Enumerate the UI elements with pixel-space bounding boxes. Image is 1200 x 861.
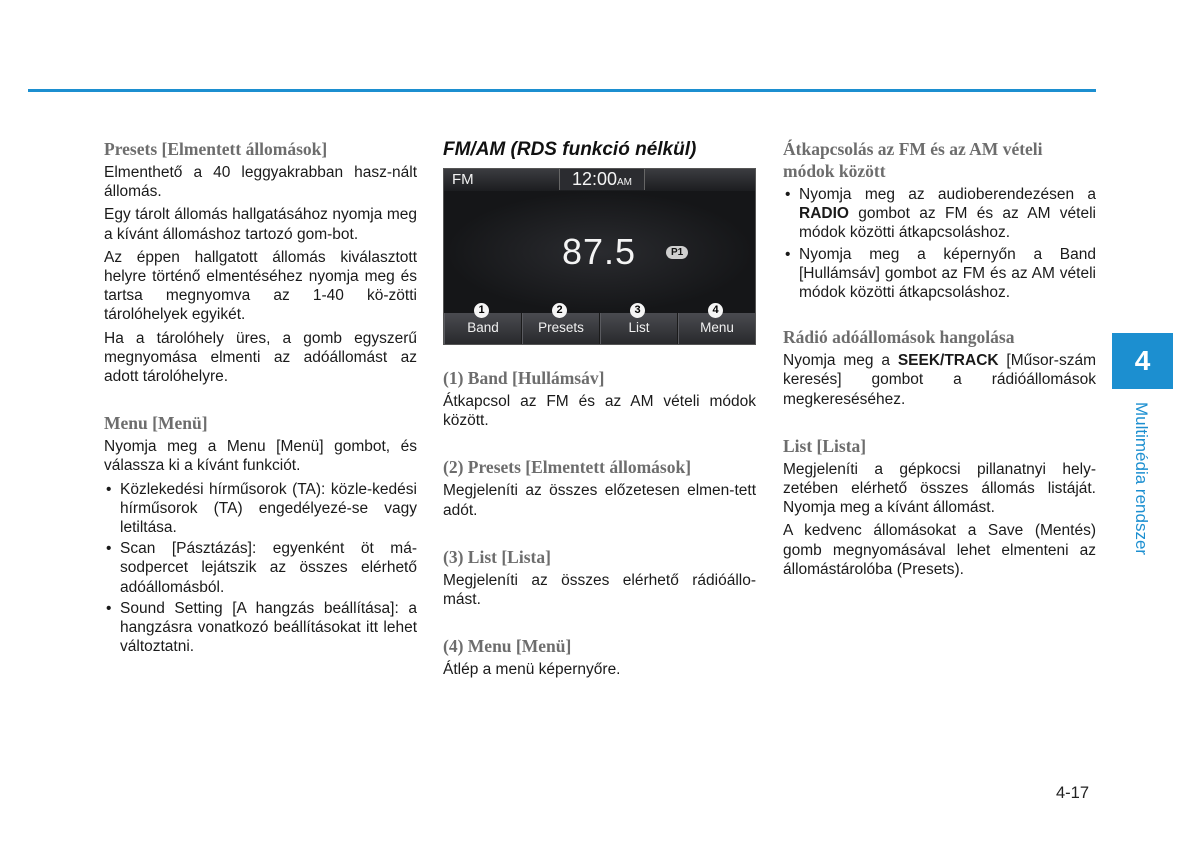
- chapter-label: Multimédia rendszer: [1132, 402, 1151, 556]
- top-rule: [28, 89, 1096, 92]
- list-item: • Sound Setting [A hangzás beállítása]: a hangzásra vonatkozó beállításokat itt lehet változtatni.: [104, 599, 417, 657]
- list-heading-2: List [Lista]: [783, 435, 867, 456]
- tuning-paragraph: Nyomja meg a SEEK/TRACK [Műsor-szám keresés] gombot a rádióállomások megkereséséhez.: [783, 352, 1096, 408]
- screen-status-bar: [444, 169, 755, 191]
- screen-presets-button: Presets: [522, 313, 600, 345]
- tuning-heading: Rádió adóállomások hangolása: [783, 327, 1015, 348]
- column-middle: [443, 138, 756, 683]
- list-item: • Nyomja meg az audioberendezésen a RADIO gombot az FM és az AM vételi módok közötti átkapcsoláshoz.: [783, 185, 1096, 243]
- menu-list: [104, 480, 417, 657]
- screen-list-button: List: [600, 313, 678, 345]
- list-paragraph-2: A kedvenc állomásokat a Save (Mentés) gomb megnyomásával lehet elmenteni az állomástárolóba (Presets).: [783, 522, 1096, 578]
- callout-marker-1: 1: [474, 303, 489, 318]
- column-left: [104, 138, 417, 658]
- screen-frequency: 87.5: [562, 231, 637, 272]
- callout-marker-2: 2: [552, 303, 567, 318]
- column-right: [783, 138, 1096, 583]
- list-paragraph-1: Megjeleníti a gépkocsi pillanatnyi hely-zetében elérhető összes állomás listáját. Nyomja meg a kívánt állomást.: [783, 460, 1096, 517]
- chapter-tab: 4: [1112, 333, 1173, 389]
- screen-menu-button: Menu: [678, 313, 755, 345]
- switch-list: [783, 185, 1096, 302]
- list-paragraph: Megjeleníti az összes elérhető rádióállo-mást.: [443, 571, 756, 609]
- band-paragraph: Átkapcsol az FM és az AM vételi módok között.: [443, 393, 756, 430]
- presets-paragraph: Megjeleníti az összes előzetesen elmen-tett adót.: [443, 482, 756, 519]
- presets-heading-2: (2) Presets [Elmentett állomások]: [443, 457, 692, 478]
- list-item: • Nyomja meg a képernyőn a Band [Hullámsáv] gombot az FM és az AM vételi módok közötti átkapcsoláshoz.: [783, 245, 1096, 303]
- page-number: 4-17: [1056, 784, 1090, 802]
- list-heading: (3) List [Lista]: [443, 546, 551, 567]
- menu-paragraph: Nyomja meg a Menu [Menü] gombot, és válassza ki a kívánt funkciót.: [104, 438, 417, 475]
- menu-heading: Menu [Menü]: [104, 413, 208, 434]
- presets-paragraph-1: Elmenthető a 40 leggyakrabban hasz-nált állomás.: [104, 164, 417, 201]
- switch-heading: Átkapcsolás az FM és az AM vételi módok között: [783, 139, 1043, 181]
- screen-clock: 12:00AM: [559, 169, 645, 190]
- presets-paragraph-2: Egy tárolt állomás hallgatásához nyomja meg a kívánt állomáshoz tartozó gom-bot.: [104, 206, 417, 243]
- presets-paragraph-4: Ha a tárolóhely üres, a gomb egyszerű megnyomása elmenti az adóállomást az adott tárolóhelyre.: [104, 329, 417, 386]
- radio-screen-image: [443, 168, 756, 345]
- band-heading: (1) Band [Hullámsáv]: [443, 368, 605, 388]
- screen-band-button: Band: [444, 313, 522, 345]
- list-item: • Közlekedési hírműsorok (TA): közle-kedési hírműsorok (TA) engedélyezé-se vagy letiltása.: [104, 480, 417, 538]
- menu-paragraph-2: Átlép a menü képernyőre.: [443, 661, 621, 679]
- screen-band-label: FM: [452, 171, 474, 188]
- screen-button-bar: [444, 313, 755, 345]
- preset-badge: P1: [666, 246, 688, 259]
- fm-am-heading: FM/AM (RDS funkció nélkül): [443, 139, 697, 160]
- menu-heading-2: (4) Menu [Menü]: [443, 636, 572, 657]
- presets-paragraph-3: Az éppen hallgatott állomás kiválasztott helyre történő elmentéséhez nyomja meg és tartsa megnyomva az 1-40 kö-zötti tárolóhelyek egyikét.: [104, 248, 417, 324]
- callout-marker-3: 3: [630, 303, 645, 318]
- list-item: • Scan [Pásztázás]: egyenként öt má-sodpercet lejátszik az összes elérhető adóállomásból.: [104, 539, 417, 597]
- presets-heading: Presets [Elmentett állomások]: [104, 139, 328, 159]
- callout-marker-4: 4: [708, 303, 723, 318]
